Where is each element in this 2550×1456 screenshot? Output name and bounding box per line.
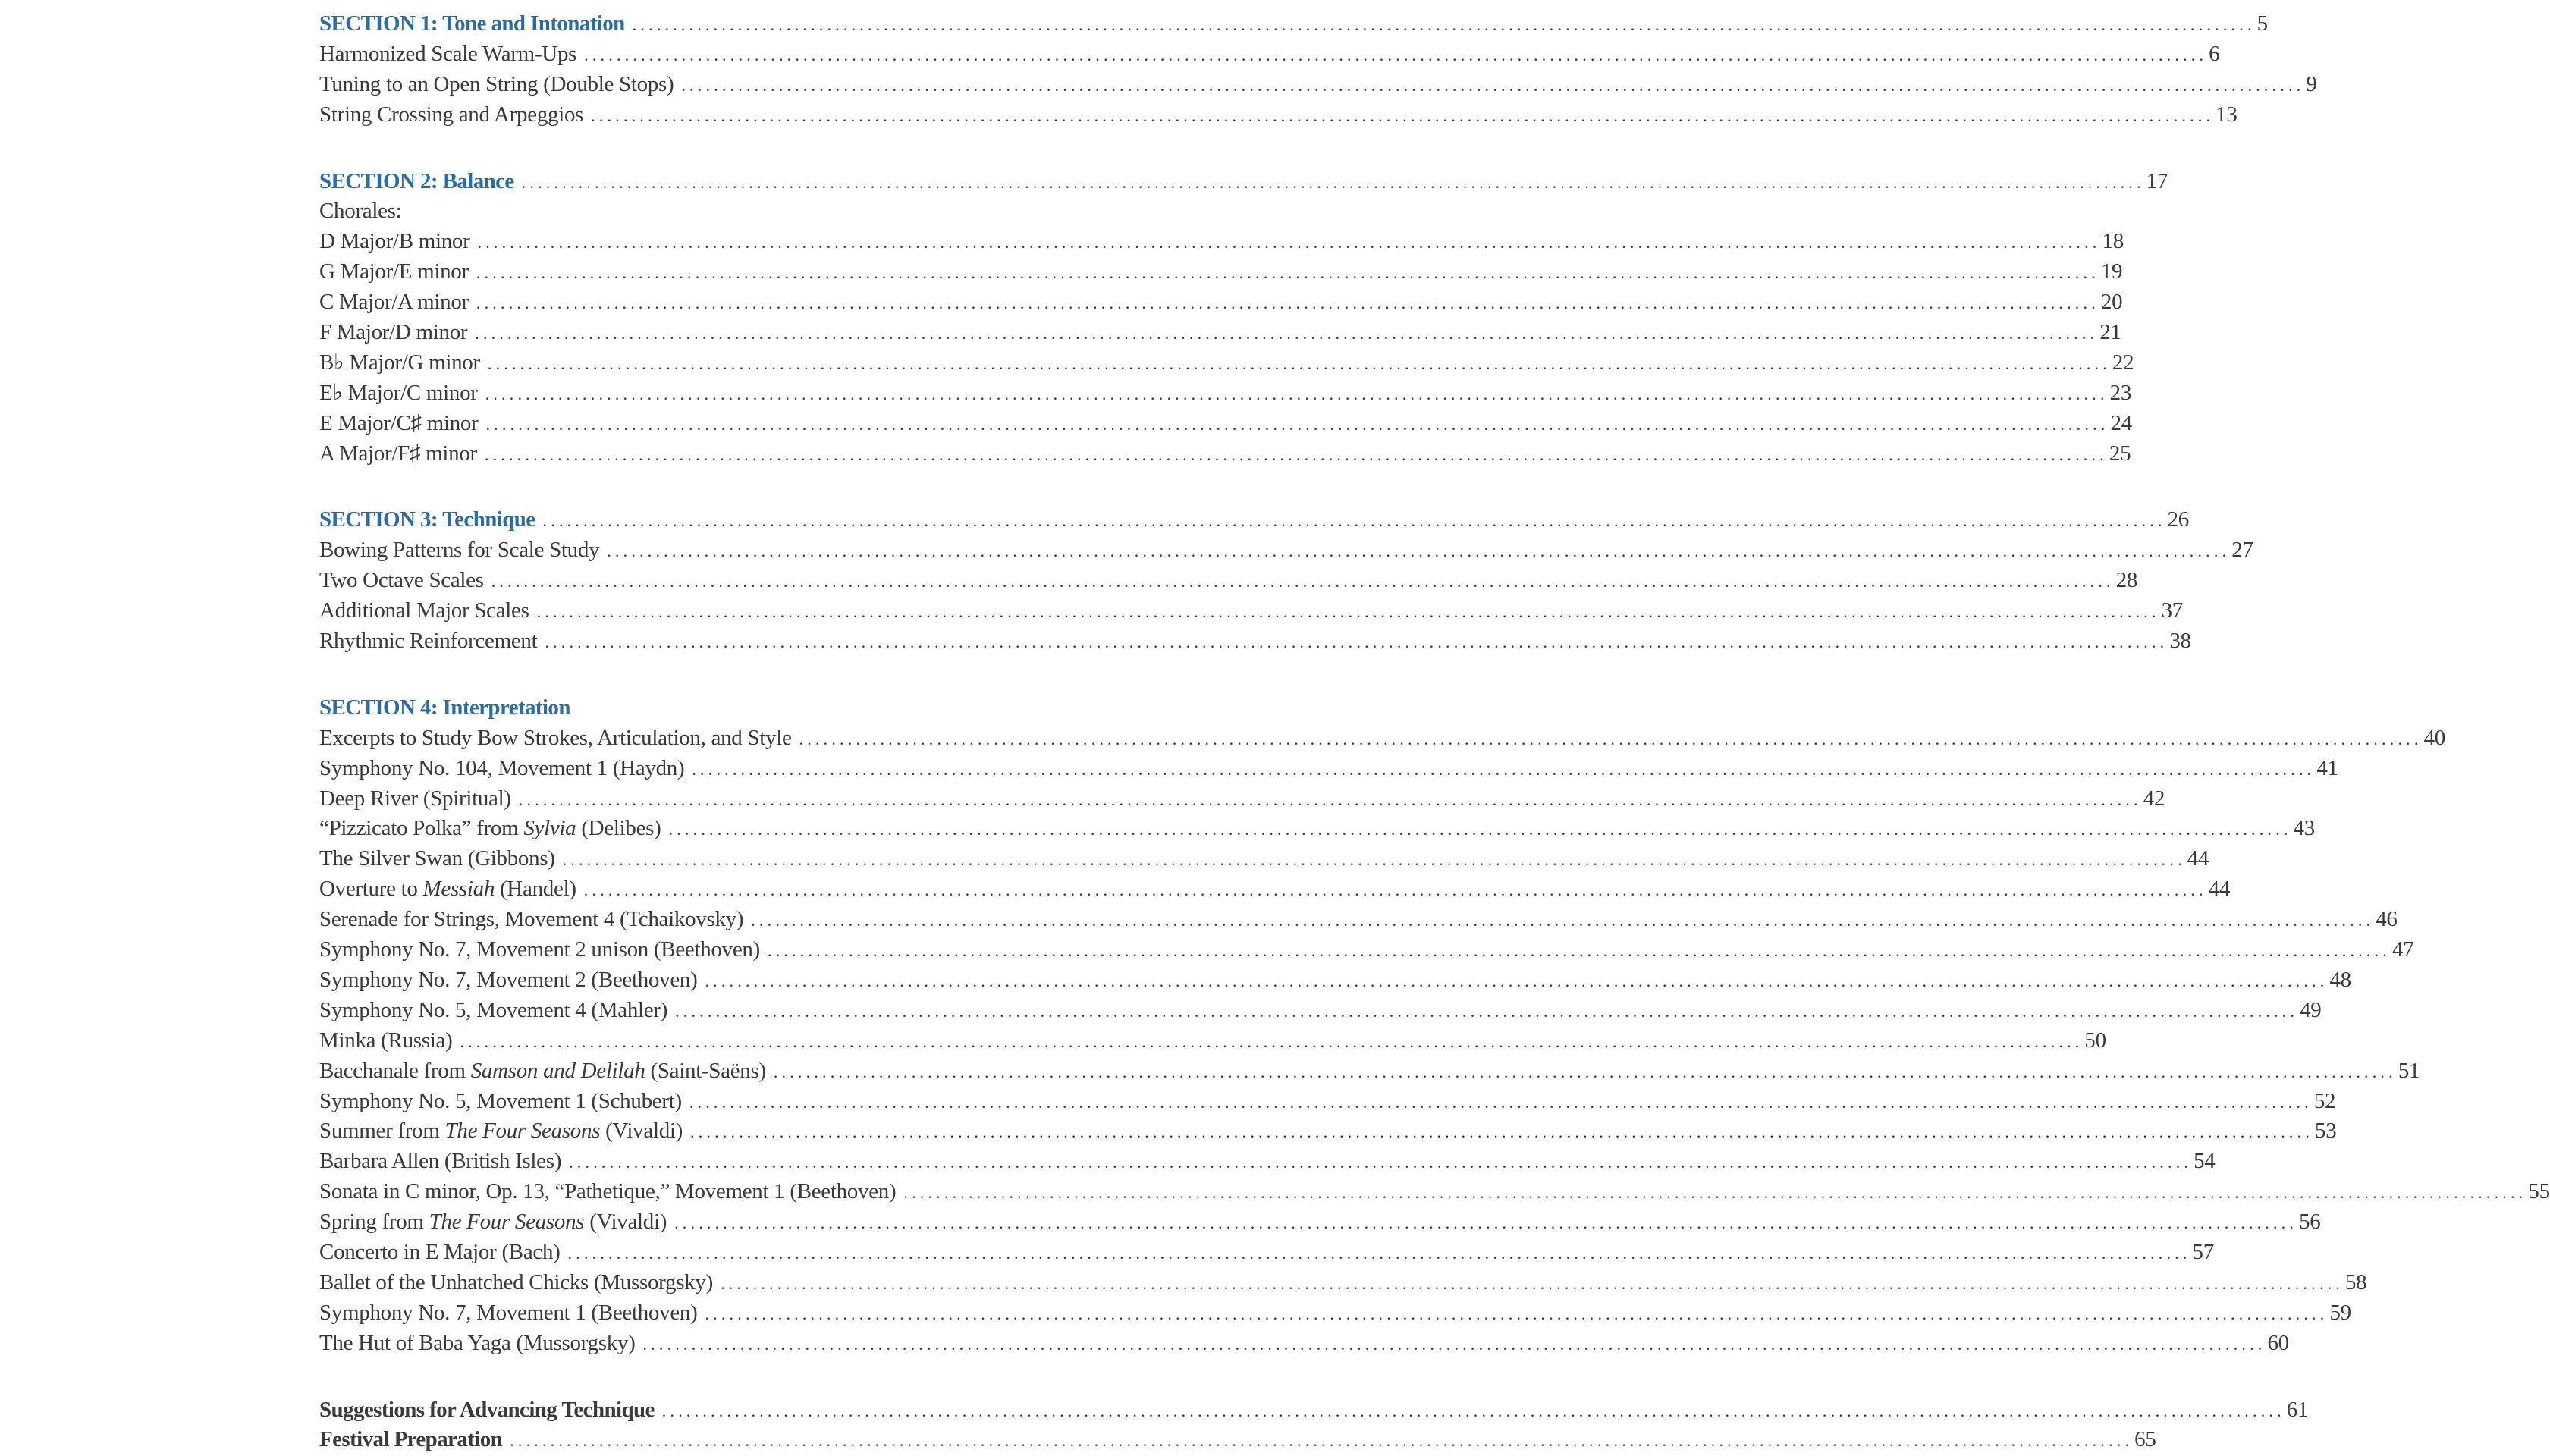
toc-entry[interactable] (319, 1087, 2336, 1117)
toc-entry-title (319, 814, 669, 844)
dot-leader: ........................................................................................................................................................................................................ (705, 971, 2329, 990)
section-heading[interactable] (319, 505, 2189, 535)
toc-entry-title: Rhythmic Reinforcement (319, 629, 538, 654)
toc-entry-title (319, 1207, 674, 1238)
appendix-entry-title: Festival Preparation (319, 1427, 503, 1452)
dot-leader: ........................................................................................................................................................................................................ (674, 1213, 2298, 1233)
dot-leader: ........................................................................................................................................................................................................ (690, 1122, 2314, 1142)
page-number: 58 (2344, 1269, 2367, 1294)
dot-leader: ........................................................................................................................................................................................................ (642, 1334, 2266, 1354)
toc-entry[interactable] (319, 1147, 2216, 1177)
dot-leader: ........................................................................................................................................................................................................ (569, 1153, 2193, 1172)
appendix-entry[interactable] (319, 1395, 2309, 1426)
section-heading[interactable] (319, 9, 2268, 39)
toc-entry[interactable] (319, 566, 2138, 596)
toc-entry[interactable] (319, 754, 2338, 784)
dot-leader: ........................................................................................................................................................................................................ (545, 632, 2168, 652)
toc-entry-title: Symphony No. 104, Movement 1 (Haydn) (319, 755, 685, 780)
dot-leader: ........................................................................................................................................................................................................ (591, 105, 2215, 125)
page-number: 19 (2100, 259, 2123, 284)
page-number: 27 (2231, 538, 2253, 563)
page-number: 65 (2134, 1427, 2156, 1452)
dot-leader: ........................................................................................................................................................................................................ (476, 293, 2099, 313)
toc-entry-title: Tuning to an Open String (Double Stops) (319, 71, 674, 96)
dot-leader: ........................................................................................................................................................................................................ (681, 75, 2305, 95)
toc-entry-title: Serenade for Strings, Movement 4 (Tchaikovsky) (319, 907, 744, 932)
title-text: Summer from (319, 1119, 445, 1144)
toc-entry-title: String Crossing and Arpeggios (319, 102, 584, 127)
dot-leader: ........................................................................................................................................................................................................ (799, 729, 2423, 748)
dot-leader: ........................................................................................................................................................................................................ (475, 324, 2099, 344)
section-spacer (319, 1359, 1145, 1395)
page-number: 60 (2267, 1330, 2289, 1355)
toc-entry-title: G Major/E minor (319, 259, 469, 284)
dot-leader: ........................................................................................................................................................................................................ (692, 759, 2316, 779)
page-number: 43 (2293, 816, 2315, 841)
page-number: 59 (2329, 1300, 2351, 1325)
dot-leader: ........................................................................................................................................................................................................ (689, 1092, 2313, 1112)
toc-entry[interactable] (319, 378, 2132, 409)
dot-leader: ........................................................................................................................................................................................................ (584, 45, 2208, 64)
work-title-italic: The Four Seasons (429, 1210, 585, 1235)
page-number: 26 (2167, 507, 2189, 532)
toc-entry-title: E♭ Major/C minor (319, 380, 478, 405)
toc-entry-title: Additional Major Scales (319, 598, 529, 623)
dot-leader: ........................................................................................................................................................................................................ (484, 444, 2108, 464)
dot-leader: ........................................................................................................................................................................................................ (518, 789, 2142, 809)
page-number: 47 (2391, 937, 2414, 962)
page-number: 48 (2329, 967, 2351, 992)
toc-entry[interactable] (319, 348, 2134, 378)
page-number: 41 (2316, 755, 2338, 780)
toc-entry[interactable] (319, 318, 2121, 348)
page-number: 56 (2299, 1210, 2321, 1235)
toc-entry-title (319, 874, 584, 905)
toc-entry[interactable] (319, 1116, 2337, 1147)
page-number: 9 (2306, 71, 2317, 96)
page-number: 38 (2169, 629, 2191, 654)
toc-entry-title: B♭ Major/G minor (319, 350, 480, 375)
toc-entry[interactable] (319, 1207, 2321, 1238)
toc-entry-title: Symphony No. 5, Movement 4 (Mahler) (319, 997, 668, 1022)
work-title-italic: Messiah (422, 877, 495, 902)
page-number: 46 (2376, 907, 2398, 932)
table-of-contents (319, 9, 2550, 1455)
toc-entry-title: D Major/B minor (319, 229, 470, 254)
toc-entry-title: Symphony No. 7, Movement 2 unison (Beethoven) (319, 937, 760, 962)
page-number: 42 (2143, 786, 2165, 811)
page-number: 61 (2286, 1397, 2309, 1422)
page-number: 17 (2146, 168, 2168, 193)
dot-leader: ........................................................................................................................................................................................................ (668, 820, 2292, 839)
page-number: 37 (2161, 598, 2184, 623)
dot-leader: ........................................................................................................................................................................................................ (485, 414, 2109, 434)
section-heading[interactable] (319, 693, 1145, 723)
toc-entry-title: Symphony No. 7, Movement 1 (Beethoven) (319, 1300, 698, 1325)
page-number: 6 (2209, 41, 2220, 66)
toc-entry-title: Ballet of the Unhatched Chicks (Mussorgsky) (319, 1269, 713, 1294)
dot-leader: ........................................................................................................................................................................................................ (607, 541, 2231, 561)
toc-entry[interactable] (319, 535, 2253, 566)
toc-entry[interactable] (319, 100, 2238, 130)
toc-entry[interactable] (319, 784, 2165, 814)
page-number: 52 (2313, 1088, 2336, 1113)
section-heading-title: SECTION 3: Technique (319, 507, 535, 532)
subheading[interactable] (319, 196, 1145, 227)
section-spacer (319, 130, 1145, 167)
title-text: (Vivaldi) (584, 1210, 667, 1235)
page-number: 13 (2216, 102, 2238, 127)
page-number: 5 (2256, 11, 2268, 36)
dot-leader: ........................................................................................................................................................................................................ (773, 1062, 2397, 1081)
dot-leader: ........................................................................................................................................................................................................ (521, 172, 2145, 192)
title-text: (Vivaldi) (600, 1119, 683, 1144)
toc-entry[interactable] (319, 626, 2191, 657)
work-title-italic: The Four Seasons (444, 1119, 601, 1144)
dot-leader: ........................................................................................................................................................................................................ (632, 15, 2256, 34)
toc-entry-title (319, 1116, 690, 1147)
dot-leader: ........................................................................................................................................................................................................ (903, 1183, 2527, 1203)
toc-entry[interactable] (319, 996, 2322, 1026)
toc-entry[interactable] (319, 1056, 2420, 1087)
dot-leader: ........................................................................................................................................................................................................ (751, 911, 2375, 930)
title-text: “Pizzicato Polka” from (319, 816, 524, 841)
section-heading[interactable] (319, 167, 2168, 197)
appendix-entry[interactable] (319, 1425, 2156, 1455)
page-number: 23 (2109, 380, 2132, 405)
page-number: 53 (2315, 1119, 2337, 1144)
page-number: 55 (2528, 1179, 2550, 1204)
toc-entry-title: Concerto in E Major (Bach) (319, 1239, 561, 1264)
title-text: Spring from (319, 1210, 429, 1235)
toc-entry-title: Sonata in C minor, Op. 13, “Pathetique,” Movement 1 (Beethoven) (319, 1179, 897, 1204)
toc-entry-title: Bowing Patterns for Scale Study (319, 538, 600, 563)
toc-entry[interactable] (319, 409, 2132, 439)
dot-leader: ........................................................................................................................................................................................................ (536, 602, 2160, 622)
dot-leader: ........................................................................................................................................................................................................ (675, 1001, 2299, 1021)
toc-entry-title: Deep River (Spiritual) (319, 786, 511, 811)
toc-entry-title: F Major/D minor (319, 320, 468, 345)
section-spacer (319, 657, 1145, 693)
toc-entry-title: The Silver Swan (Gibbons) (319, 846, 555, 871)
section-spacer (319, 469, 1145, 505)
toc-entry[interactable] (319, 227, 2124, 257)
toc-entry[interactable] (319, 1329, 2289, 1359)
dot-leader: ........................................................................................................................................................................................................ (491, 572, 2115, 592)
dot-leader: ........................................................................................................................................................................................................ (510, 1431, 2134, 1451)
dot-leader: ........................................................................................................................................................................................................ (460, 1031, 2084, 1051)
toc-entry-title: The Hut of Baba Yaga (Mussorgsky) (319, 1330, 636, 1355)
dot-leader: ........................................................................................................................................................................................................ (661, 1401, 2285, 1420)
toc-entry-title: Minka (Russia) (319, 1028, 453, 1053)
title-text: Overture to (319, 877, 423, 902)
page-number: 40 (2423, 725, 2445, 750)
page-number: 21 (2099, 320, 2121, 345)
appendix-entry-title: Suggestions for Advancing Technique (319, 1397, 655, 1422)
page-number: 50 (2084, 1028, 2106, 1053)
toc-entry[interactable] (319, 439, 2131, 469)
section-heading-title: SECTION 1: Tone and Intonation (319, 11, 625, 36)
toc-entry-title: Symphony No. 7, Movement 2 (Beethoven) (319, 967, 698, 992)
toc-entry[interactable] (319, 723, 2445, 754)
page-number: 20 (2100, 290, 2123, 315)
dot-leader: ........................................................................................................................................................................................................ (476, 263, 2099, 283)
section-heading-title: SECTION 4: Interpretation (319, 695, 570, 720)
section-heading-title: SECTION 2: Balance (319, 168, 514, 193)
dot-leader: ........................................................................................................................................................................................................ (583, 880, 2207, 900)
toc-entry-title: E Major/C♯ minor (319, 410, 479, 435)
toc-entry-title (319, 1056, 774, 1087)
toc-entry-title: C Major/A minor (319, 290, 469, 315)
toc-entry[interactable] (319, 844, 2209, 874)
dot-leader: ........................................................................................................................................................................................................ (705, 1304, 2329, 1323)
dot-leader: ........................................................................................................................................................................................................ (767, 941, 2391, 961)
toc-entry[interactable] (319, 874, 2231, 905)
page-number: 44 (2187, 846, 2209, 871)
toc-entry[interactable] (319, 1298, 2351, 1329)
page-number: 18 (2102, 229, 2124, 254)
page-number: 22 (2112, 350, 2134, 375)
toc-entry[interactable] (319, 1177, 2550, 1207)
toc-entry-title: A Major/F♯ minor (319, 441, 477, 466)
toc-entry[interactable] (319, 596, 2184, 626)
title-text: (Delibes) (576, 816, 661, 841)
toc-entry-title: Symphony No. 5, Movement 1 (Schubert) (319, 1088, 682, 1113)
toc-entry-title: Two Octave Scales (319, 568, 484, 593)
toc-entry[interactable] (319, 905, 2398, 935)
work-title-italic: Samson and Delilah (470, 1058, 645, 1083)
subheading-title: Chorales: (319, 199, 402, 224)
page-number: 51 (2398, 1058, 2420, 1083)
dot-leader: ........................................................................................................................................................................................................ (477, 233, 2101, 253)
dot-leader: ........................................................................................................................................................................................................ (485, 384, 2109, 403)
dot-leader: ........................................................................................................................................................................................................ (487, 353, 2111, 373)
page-number: 57 (2192, 1239, 2214, 1264)
page-number: 25 (2109, 441, 2131, 466)
toc-entry[interactable] (319, 287, 2123, 318)
page-number: 24 (2110, 410, 2132, 435)
dot-leader: ........................................................................................................................................................................................................ (542, 511, 2166, 531)
page-number: 54 (2194, 1149, 2216, 1174)
title-text: (Handel) (495, 877, 576, 902)
dot-leader: ........................................................................................................................................................................................................ (720, 1273, 2344, 1293)
toc-entry[interactable] (319, 70, 2317, 100)
toc-entry[interactable] (319, 1238, 2214, 1268)
page-number: 28 (2115, 568, 2138, 593)
toc-entry[interactable] (319, 1268, 2367, 1298)
page-number: 44 (2208, 877, 2231, 902)
toc-entry[interactable] (319, 965, 2351, 996)
dot-leader: ........................................................................................................................................................................................................ (567, 1243, 2191, 1263)
work-title-italic: Sylvia (523, 816, 576, 841)
toc-entry-title: Excerpts to Study Bow Strokes, Articulation, and Style (319, 725, 792, 750)
toc-entry[interactable] (319, 1026, 2106, 1056)
toc-entry[interactable] (319, 257, 2123, 287)
toc-entry[interactable] (319, 935, 2414, 965)
toc-entry[interactable] (319, 39, 2220, 70)
page-number: 49 (2300, 997, 2322, 1022)
title-text: Bacchanale from (319, 1058, 471, 1083)
toc-entry-title: Harmonized Scale Warm-Ups (319, 41, 577, 66)
toc-entry-title: Barbara Allen (British Isles) (319, 1149, 562, 1174)
toc-entry[interactable] (319, 814, 2315, 844)
title-text: (Saint-Saëns) (645, 1058, 766, 1083)
dot-leader: ........................................................................................................................................................................................................ (562, 850, 2186, 870)
